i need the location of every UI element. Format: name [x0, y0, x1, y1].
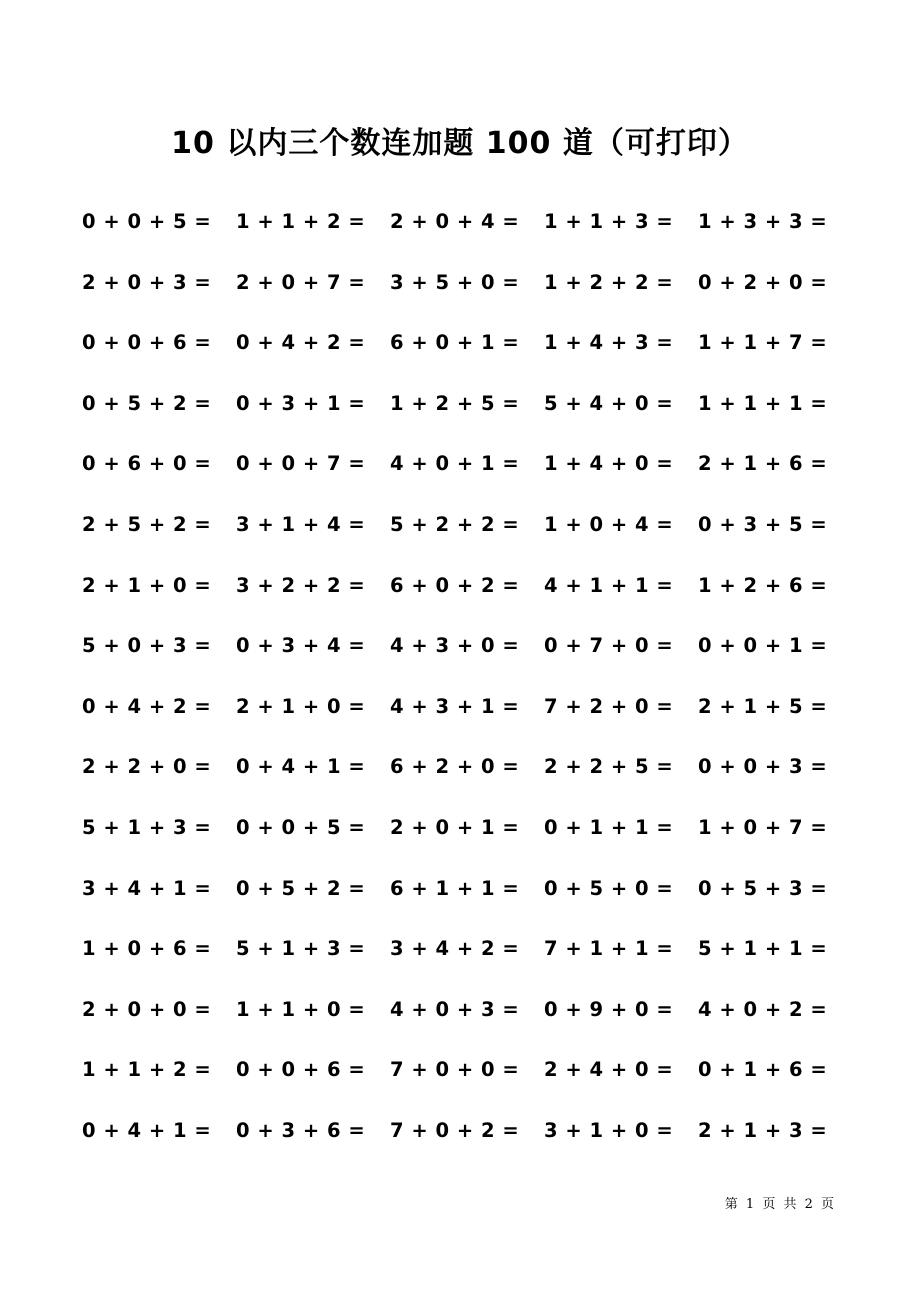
problem-item: 7 + 0 + 2 = [390, 1118, 520, 1142]
problem-item: 1 + 0 + 4 = [544, 512, 674, 536]
problem-item: 0 + 3 + 6 = [236, 1118, 366, 1142]
problem-item: 1 + 2 + 2 = [544, 270, 674, 294]
problem-item: 0 + 4 + 1 = [82, 1118, 212, 1142]
problem-item: 5 + 1 + 3 = [82, 815, 212, 839]
problem-item: 5 + 4 + 0 = [544, 391, 674, 415]
problem-item: 0 + 1 + 6 = [698, 1058, 828, 1082]
problem-item: 0 + 0 + 7 = [236, 452, 366, 476]
problem-item: 6 + 2 + 0 = [390, 755, 520, 779]
problem-item: 0 + 0 + 5 = [236, 815, 366, 839]
problem-item: 4 + 0 + 2 = [698, 997, 828, 1021]
problem-item: 2 + 0 + 0 = [82, 997, 212, 1021]
problem-item: 4 + 1 + 1 = [544, 573, 674, 597]
problem-item: 4 + 0 + 1 = [390, 452, 520, 476]
problem-item: 1 + 1 + 2 = [82, 1058, 212, 1082]
problem-item: 0 + 3 + 5 = [698, 512, 828, 536]
problem-item: 0 + 5 + 2 = [236, 876, 366, 900]
problem-item: 2 + 0 + 3 = [82, 270, 212, 294]
problem-item: 4 + 3 + 0 = [390, 634, 520, 658]
problem-item: 1 + 4 + 0 = [544, 452, 674, 476]
problem-item: 4 + 0 + 3 = [390, 997, 520, 1021]
problem-item: 2 + 1 + 0 = [236, 694, 366, 718]
problem-item: 0 + 6 + 0 = [82, 452, 212, 476]
problem-item: 3 + 4 + 1 = [82, 876, 212, 900]
problem-item: 2 + 0 + 7 = [236, 270, 366, 294]
problems-grid [82, 205, 842, 1175]
page-title: 10 以内三个数连加题 100 道（可打印） [171, 126, 749, 161]
problem-item: 0 + 3 + 4 = [236, 634, 366, 658]
problem-item: 2 + 1 + 0 = [82, 573, 212, 597]
problem-item: 1 + 2 + 6 = [698, 573, 828, 597]
problem-item: 0 + 1 + 1 = [544, 815, 674, 839]
problem-item: 1 + 0 + 6 = [82, 937, 212, 961]
problem-item: 0 + 0 + 3 = [698, 755, 828, 779]
problem-item: 3 + 5 + 0 = [390, 270, 520, 294]
problem-item: 1 + 1 + 2 = [236, 210, 366, 233]
problem-item: 0 + 5 + 3 = [698, 876, 828, 900]
problem-item: 0 + 0 + 5 = [82, 210, 212, 233]
problem-item: 0 + 2 + 0 = [698, 270, 828, 294]
problem-item: 1 + 0 + 7 = [698, 815, 828, 839]
problem-item: 3 + 2 + 2 = [236, 573, 366, 597]
problem-item: 0 + 3 + 1 = [236, 391, 366, 415]
problem-item: 1 + 2 + 5 = [390, 391, 520, 415]
problem-item: 1 + 3 + 3 = [698, 210, 828, 233]
problem-item: 6 + 0 + 1 = [390, 331, 520, 355]
problem-item: 3 + 1 + 0 = [544, 1118, 674, 1142]
problem-item: 2 + 0 + 4 = [390, 210, 520, 233]
problem-item: 5 + 2 + 2 = [390, 512, 520, 536]
problem-item: 0 + 4 + 2 = [82, 694, 212, 718]
problem-item: 5 + 1 + 3 = [236, 937, 366, 961]
problem-item: 7 + 2 + 0 = [544, 694, 674, 718]
page-footer: 第 1 页 共 2 页 [724, 1197, 836, 1212]
problem-item: 0 + 4 + 1 = [236, 755, 366, 779]
problem-item: 2 + 0 + 1 = [390, 815, 520, 839]
problem-item: 5 + 1 + 1 = [698, 937, 828, 961]
problem-item: 0 + 7 + 0 = [544, 634, 674, 658]
problem-item: 2 + 2 + 5 = [544, 755, 674, 779]
problem-item: 5 + 0 + 3 = [82, 634, 212, 658]
problem-item: 2 + 2 + 0 = [82, 755, 212, 779]
problem-item: 7 + 0 + 0 = [390, 1058, 520, 1082]
problem-item: 1 + 1 + 3 = [544, 210, 674, 233]
problem-item: 1 + 1 + 7 = [698, 331, 828, 355]
problem-item: 0 + 5 + 2 = [82, 391, 212, 415]
problem-item: 0 + 9 + 0 = [544, 997, 674, 1021]
problem-item: 0 + 0 + 6 = [236, 1058, 366, 1082]
problem-item: 3 + 1 + 4 = [236, 512, 366, 536]
problem-item: 0 + 0 + 1 = [698, 634, 828, 658]
problem-item: 7 + 1 + 1 = [544, 937, 674, 961]
problem-item: 2 + 4 + 0 = [544, 1058, 674, 1082]
problem-item: 6 + 1 + 1 = [390, 876, 520, 900]
problem-item: 2 + 1 + 3 = [698, 1118, 828, 1142]
problem-item: 1 + 1 + 0 = [236, 997, 366, 1021]
problem-item: 2 + 1 + 6 = [698, 452, 828, 476]
problem-item: 1 + 4 + 3 = [544, 331, 674, 355]
problem-item: 6 + 0 + 2 = [390, 573, 520, 597]
problem-item: 0 + 4 + 2 = [236, 331, 366, 355]
problem-item: 1 + 1 + 1 = [698, 391, 828, 415]
problem-item: 3 + 4 + 2 = [390, 937, 520, 961]
problem-item: 0 + 5 + 0 = [544, 876, 674, 900]
problem-item: 4 + 3 + 1 = [390, 694, 520, 718]
problem-item: 2 + 1 + 5 = [698, 694, 828, 718]
problem-item: 2 + 5 + 2 = [82, 512, 212, 536]
problem-item: 0 + 0 + 6 = [82, 331, 212, 355]
